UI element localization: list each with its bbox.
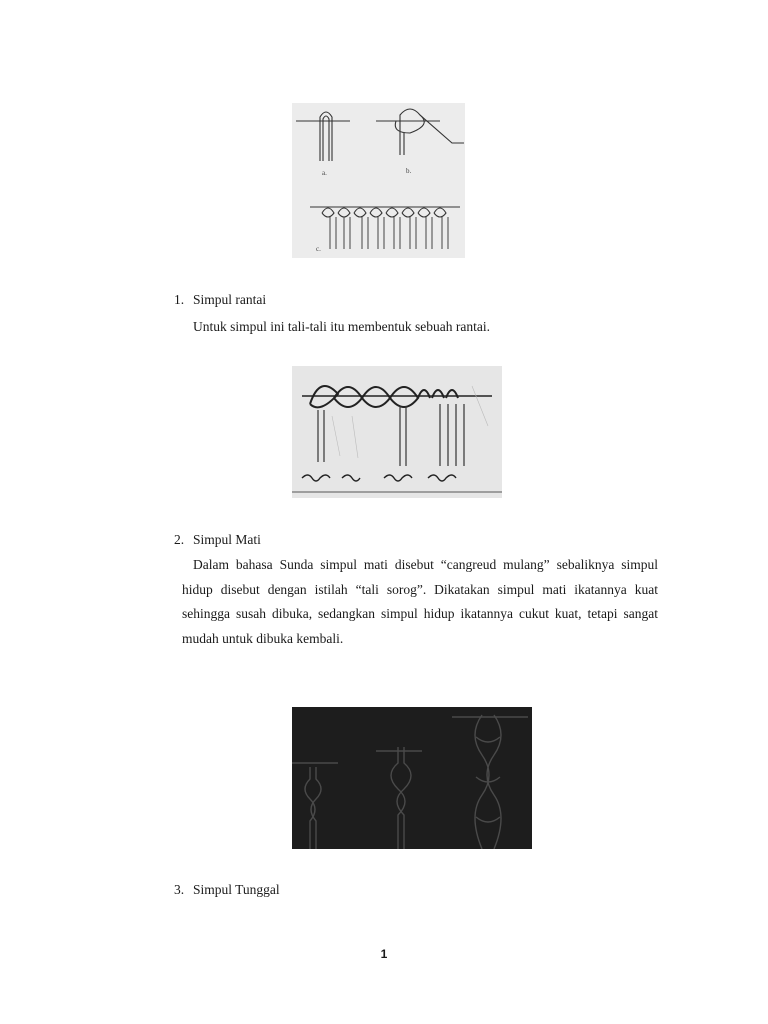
knot-photo-dark-art	[292, 707, 532, 849]
section-3-number: 3.	[174, 882, 185, 897]
section-3-title: Simpul Tunggal	[193, 882, 280, 897]
section-2-number: 2.	[174, 532, 185, 547]
knot-photo-dark	[292, 707, 532, 849]
chain-knot-drawing	[292, 366, 502, 498]
section-3-heading	[174, 881, 280, 899]
section-1-title: Simpul rantai	[193, 292, 267, 307]
label-b: b.	[406, 167, 412, 175]
section-2-title: Simpul Mati	[193, 532, 261, 547]
page-number: 1	[380, 947, 388, 961]
section-1-number: 1.	[174, 292, 185, 307]
label-c: c.	[316, 245, 321, 253]
section-1-text: Untuk simpul ini tali-tali itu membentuk sebuah rantai.	[193, 319, 490, 334]
section-2-heading	[174, 531, 261, 549]
label-a: a.	[322, 169, 327, 177]
knot-diagram-abc-drawing	[292, 103, 465, 258]
section-2-text: Dalam bahasa Sunda simpul mati disebut “cangreud mulang” sebaliknya simpul hidup disebut dengan istilah “tali sorog”. Dikatakan simpul mati ikatannya kuat sehingga susah dibuka, sedangkan simpul hidup ikatannya cukut kuat, tetapi sangat mudah untuk dibuka kembali.	[182, 557, 658, 646]
chain-knot-drawing-art	[292, 366, 502, 498]
section-1-heading	[174, 291, 266, 309]
knot-diagram-abc	[292, 103, 465, 258]
